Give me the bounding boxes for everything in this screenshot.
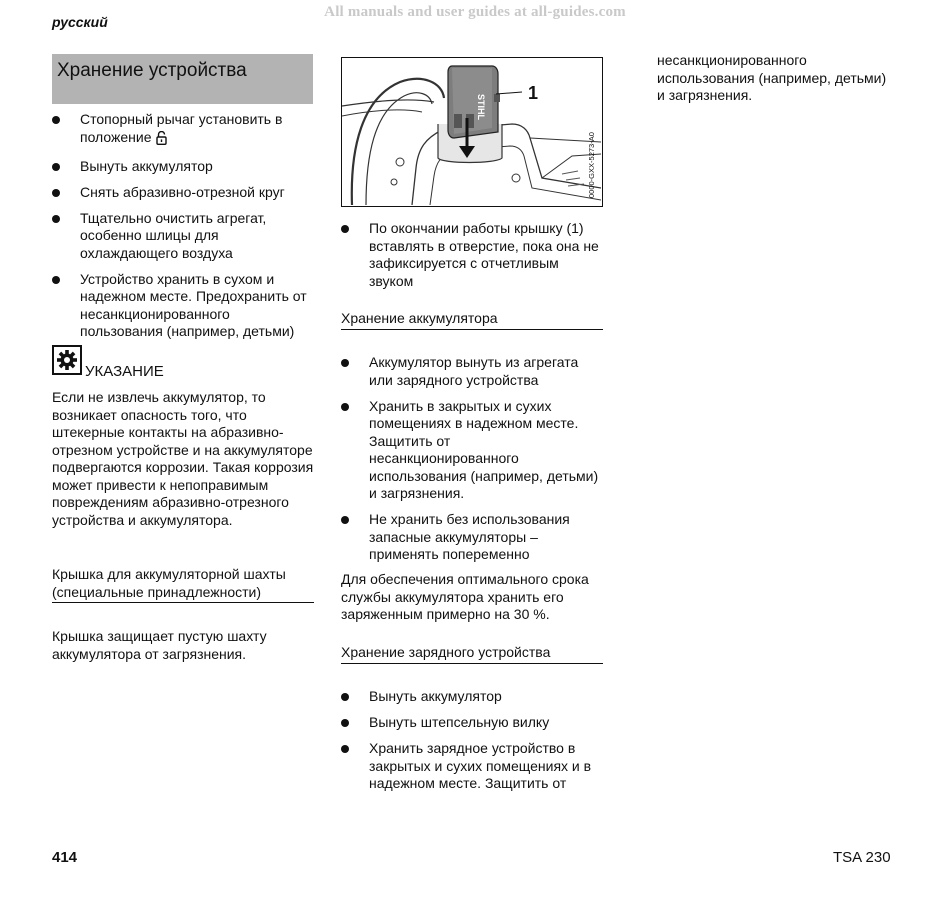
list-item xyxy=(52,158,314,176)
list-item xyxy=(341,714,603,732)
list-item-text: По окончании работы крышку (1) вставлять в отверстие, пока она не зафиксируется с отчетливым звуком xyxy=(369,220,599,289)
list-item-text: Стопорный рычаг установить в положение xyxy=(80,111,283,145)
figure-code: 0000-GXX-5273-A0 xyxy=(587,132,596,198)
list-item xyxy=(52,184,314,202)
list-item xyxy=(341,740,603,793)
list-item xyxy=(341,220,603,290)
notice-label: УКАЗАНИЕ xyxy=(85,363,164,380)
brand-mark: STIHL xyxy=(476,94,486,120)
list-item xyxy=(341,511,603,564)
page-number: 414 xyxy=(52,849,78,866)
section-title: Хранение устройства xyxy=(57,60,247,81)
gear-icon xyxy=(52,345,82,375)
list-item xyxy=(341,688,603,706)
charger-storage-heading: Хранение зарядного устройства xyxy=(341,644,603,664)
list-item-text: Снять абразивно-отрезной круг xyxy=(80,183,285,200)
charger-storage-steps xyxy=(341,688,603,801)
list-item xyxy=(52,210,314,263)
battery-cover-figure xyxy=(341,57,603,207)
list-item-text: Вынуть аккумулятор xyxy=(369,688,502,704)
callout-label: 1 xyxy=(528,83,539,103)
storage-steps xyxy=(52,111,314,349)
list-item-text: Устройство хранить в сухом и надежном месте. Предохранить от несанкционированного пользования (например, детьми) xyxy=(80,270,307,339)
cover-heading: Крышка для аккумуляторной шахты (специальные принадлежности) xyxy=(52,566,314,603)
figure-illustration xyxy=(342,58,601,205)
unlock-icon xyxy=(156,131,167,150)
battery-storage-steps xyxy=(341,354,603,572)
model-name: TSA 230 xyxy=(833,849,891,866)
watermark: All manuals and user guides at all-guides.com xyxy=(324,4,626,20)
list-item-text: Хранить в закрытых и сухих помещениях в надежном месте. Защитить от несанкционированного использования (например, детьми) и загрязнения. xyxy=(369,397,599,501)
list-item-text: Хранить зарядное устройство в закрытых и сухих помещениях и в надежном месте. Защитить от xyxy=(369,740,592,791)
battery-storage-heading: Хранение аккумулятора xyxy=(341,310,603,330)
list-item-text: Аккумулятор вынуть из агрегата или зарядного устройства xyxy=(369,354,579,388)
list-item-text: Тщательно очистить агрегат, особенно шлицы для охлаждающего воздуха xyxy=(80,209,267,261)
cover-instruction xyxy=(341,220,603,299)
list-item xyxy=(341,354,603,389)
cover-text: Крышка защищает пустую шахту аккумулятора от загрязнения. xyxy=(52,628,267,662)
language-label: русский xyxy=(52,14,108,30)
list-item-text: Вынуть штепсельную вилку xyxy=(369,714,550,730)
list-item xyxy=(52,271,314,341)
list-item xyxy=(52,111,314,149)
battery-note: Для обеспечения оптимального срока службы аккумулятора хранить его заряженным примерно на 30 %. xyxy=(341,571,589,622)
list-item-text: Вынуть аккумулятор xyxy=(80,157,213,174)
continuation-text: несанкционированного использования (например, детьми) и загрязнения. xyxy=(657,52,887,103)
list-item-text: Не хранить без использования запасные аккумуляторы – применять попеременно xyxy=(369,511,570,562)
battery-cover-drawing xyxy=(448,66,500,138)
section-title-box xyxy=(52,54,313,104)
notice-text: Если не извлечь аккумулятор, то возникает опасность того, что штекерные контакты на абразивно-отрезном устройстве и на аккумуляторе подвергаются коррозии. Такая коррозия может привести к непоправимым повреждениям абразивно-отрезного устройства и аккумулятора. xyxy=(52,389,314,528)
list-item xyxy=(341,398,603,503)
